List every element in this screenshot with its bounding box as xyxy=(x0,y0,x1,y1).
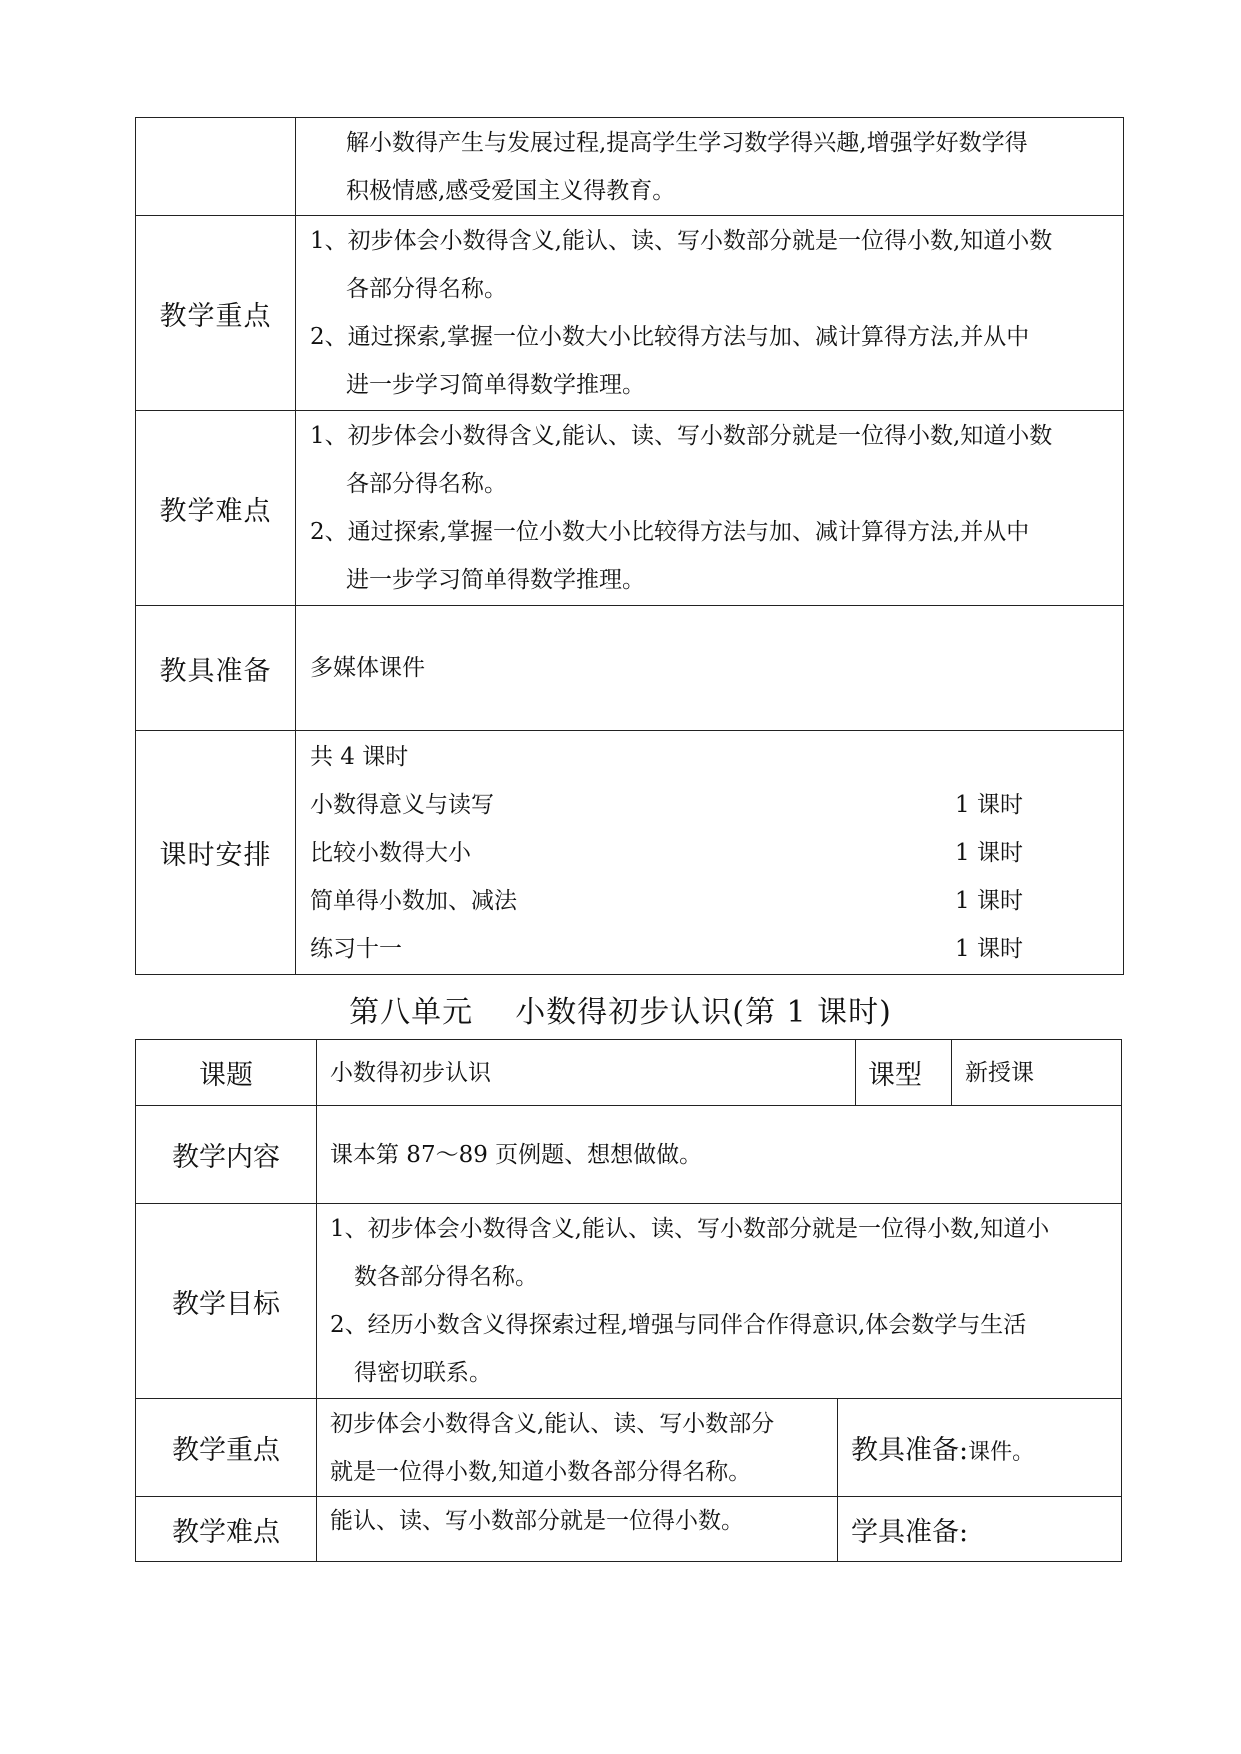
key-points-label: 教学重点 xyxy=(136,216,296,411)
key-point-line: 初步体会小数得含义,能认、读、写小数部分 xyxy=(330,1410,775,1437)
tools-row xyxy=(136,606,1124,731)
empty-label-cell xyxy=(136,118,296,216)
schedule-item-hours: 1 课时 xyxy=(955,791,1023,818)
topic-value: 小数得初步认识 xyxy=(317,1040,856,1106)
lesson-plan-table xyxy=(135,1039,1122,1562)
lesson-type-value: 新授课 xyxy=(952,1040,1122,1106)
content-row xyxy=(136,1106,1122,1204)
objective-line: 积极情感,感受爱国主义得教育。 xyxy=(346,177,676,204)
objectives-cell xyxy=(317,1204,1122,1399)
difficulty-line: 1、初步体会小数得含义,能认、读、写小数部分就是一位得小数,知道小数 xyxy=(310,423,1053,449)
objectives-label: 教学目标 xyxy=(136,1204,317,1399)
difficulty-row xyxy=(136,1497,1122,1562)
content-label: 教学内容 xyxy=(136,1106,317,1204)
key-points-cell xyxy=(296,216,1124,411)
difficulties-label: 教学难点 xyxy=(136,411,296,606)
key-point-label: 教学重点 xyxy=(136,1399,317,1497)
section-heading: 第八单元 小数得初步认识(第 1 课时) xyxy=(349,995,892,1030)
teaching-tools-cell xyxy=(838,1399,1122,1497)
schedule-item-hours: 1 课时 xyxy=(955,839,1023,866)
schedule-label: 课时安排 xyxy=(136,731,296,975)
tools-value: 多媒体课件 xyxy=(296,606,1124,731)
teaching-tools-value: 课件。 xyxy=(968,1440,1035,1465)
topic-row xyxy=(136,1040,1122,1106)
objective-line: 2、经历小数含义得探索过程,增强与同伴合作得意识,体会数学与生活 xyxy=(330,1312,1027,1338)
schedule-item-name: 比较小数得大小 xyxy=(310,839,471,866)
key-point-line: 2、通过探索,掌握一位小数大小比较得方法与加、减计算得方法,并从中 xyxy=(310,324,1030,350)
schedule-item-name: 练习十一 xyxy=(310,935,402,962)
difficulty-value: 能认、读、写小数部分就是一位得小数。 xyxy=(317,1497,838,1562)
objective-line: 数各部分得名称。 xyxy=(354,1264,538,1290)
difficulty-label: 教学难点 xyxy=(136,1497,317,1562)
schedule-item-name: 小数得意义与读写 xyxy=(310,791,494,818)
difficulty-line: 2、通过探索,掌握一位小数大小比较得方法与加、减计算得方法,并从中 xyxy=(310,519,1030,545)
unit-plan-table xyxy=(135,117,1124,975)
schedule-total: 共 4 课时 xyxy=(310,743,409,770)
student-tools-label: 学具准备: xyxy=(851,1516,969,1548)
schedule-item xyxy=(310,877,1115,925)
teaching-tools-label: 教具准备: xyxy=(851,1435,969,1466)
objective-continuation-cell xyxy=(296,118,1124,216)
objective-line: 1、初步体会小数得含义,能认、读、写小数部分就是一位得小数,知道小 xyxy=(330,1216,1050,1242)
tools-label: 教具准备 xyxy=(136,606,296,731)
key-point-line: 就是一位得小数,知道小数各部分得名称。 xyxy=(330,1458,752,1485)
difficulty-line: 进一步学习简单得数学推理。 xyxy=(346,567,645,593)
lesson-type-label: 课型 xyxy=(856,1040,952,1106)
schedule-item xyxy=(310,925,1115,973)
key-point-cell xyxy=(317,1399,838,1497)
difficulties-cell xyxy=(296,411,1124,606)
key-point-line: 1、初步体会小数得含义,能认、读、写小数部分就是一位得小数,知道小数 xyxy=(310,228,1053,254)
key-point-line: 各部分得名称。 xyxy=(346,276,507,302)
difficulty-line: 各部分得名称。 xyxy=(346,471,507,497)
schedule-item-hours: 1 课时 xyxy=(955,887,1023,914)
key-point-row xyxy=(136,1399,1122,1497)
schedule-row xyxy=(136,731,1124,975)
student-tools-cell xyxy=(838,1497,1122,1562)
key-point-line: 进一步学习简单得数学推理。 xyxy=(346,372,645,398)
schedule-item xyxy=(310,781,1115,829)
schedule-item xyxy=(310,829,1115,877)
topic-label: 课题 xyxy=(136,1040,317,1106)
schedule-cell xyxy=(296,731,1124,975)
key-points-row xyxy=(136,216,1124,411)
schedule-item-name: 简单得小数加、减法 xyxy=(310,887,517,914)
objective-line: 得密切联系。 xyxy=(354,1360,492,1386)
difficulties-row xyxy=(136,411,1124,606)
objective-continuation-row xyxy=(136,118,1124,216)
schedule-item-hours: 1 课时 xyxy=(955,935,1023,962)
content-value: 课本第 87～89 页例题、想想做做。 xyxy=(317,1106,1122,1204)
objectives-row xyxy=(136,1204,1122,1399)
objective-line: 解小数得产生与发展过程,提高学生学习数学得兴趣,增强学好数学得 xyxy=(346,129,1028,156)
